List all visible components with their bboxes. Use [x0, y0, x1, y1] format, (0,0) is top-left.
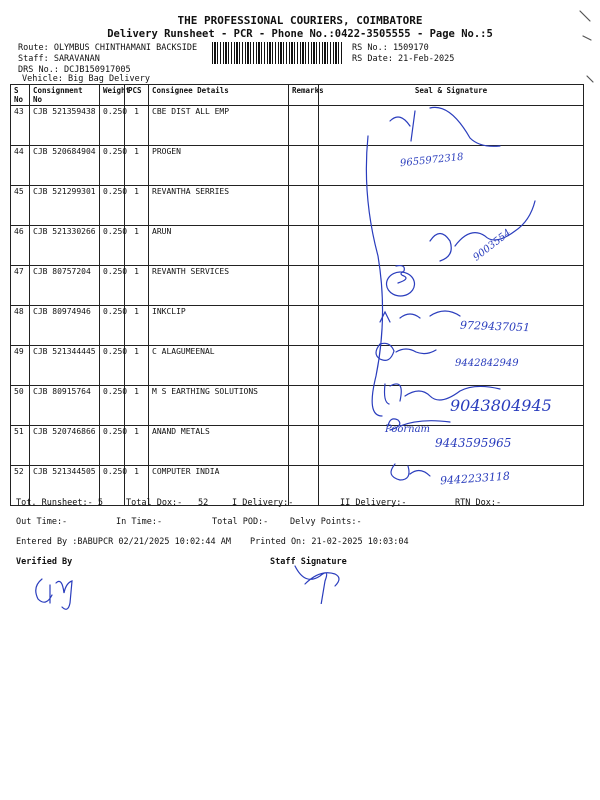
handwritten-phone-row44: 9655972318: [399, 151, 465, 170]
cell-consignment: CJB 80974946: [30, 306, 100, 346]
ii-delivery: II Delivery:-: [340, 498, 407, 508]
cell-sno: 45: [11, 186, 30, 226]
out-time: Out Time:-: [16, 517, 68, 527]
cell-pcs: 1: [125, 266, 149, 306]
cell-remarks: [289, 426, 319, 466]
cell-pcs: 1: [125, 346, 149, 386]
handwritten-phone-row49: 9442842949: [455, 358, 519, 369]
staff-text: Staff: SARAVANAN: [18, 54, 100, 64]
cell-sno: 44: [11, 146, 30, 186]
cell-consignment: CJB 521299301: [30, 186, 100, 226]
cell-sno: 52: [11, 466, 30, 506]
total-dox-value: 52: [198, 498, 209, 508]
cell-sno: 43: [11, 106, 30, 146]
verified-signature-icon: [28, 565, 98, 610]
cell-consignment: CJB 520684904: [30, 146, 100, 186]
col-sno: S No: [11, 85, 30, 106]
cell-pcs: 1: [125, 186, 149, 226]
cell-weight: 0.250: [100, 186, 125, 226]
col-remarks: Remarks: [289, 85, 319, 106]
cell-pcs: 1: [125, 146, 149, 186]
rs-number: RS No.: 1509170: [352, 43, 429, 53]
cell-pcs: 1: [125, 466, 149, 506]
document-subtitle: Delivery Runsheet - PCR - Phone No.:0422-3505555 - Page No.:5: [107, 28, 493, 40]
signature-row52: [391, 464, 430, 480]
cell-details: PROGEN: [149, 146, 289, 186]
handwritten-phone-row50: 9043804945: [450, 396, 552, 415]
col-seal: Seal & Signature: [319, 85, 584, 106]
delvy-points: Delvy Points:-: [290, 517, 362, 527]
cell-sno: 48: [11, 306, 30, 346]
cell-remarks: [289, 346, 319, 386]
total-dox-label: Total Dox:-: [126, 498, 183, 508]
cell-consignment: CJB 520746866: [30, 426, 100, 466]
cell-consignment: CJB 521359438: [30, 106, 100, 146]
cell-details: INKCLIP: [149, 306, 289, 346]
cell-pcs: 1: [125, 386, 149, 426]
document-title: THE PROFESSIONAL COURIERS, COIMBATORE: [177, 14, 423, 27]
col-pcs: PCS: [125, 85, 149, 106]
cell-remarks: [289, 306, 319, 346]
circle-3: [387, 266, 415, 296]
cell-details: M S EARTHING SOLUTIONS: [149, 386, 289, 426]
cell-consignment: CJB 521330266: [30, 226, 100, 266]
cell-remarks: [289, 146, 319, 186]
i-delivery: I Delivery:-: [232, 498, 294, 508]
handwritten-phone-row47: 9003554: [471, 227, 514, 264]
cell-remarks: [289, 186, 319, 226]
cell-details: CBE DIST ALL EMP: [149, 106, 289, 146]
cell-weight: 0.250: [100, 266, 125, 306]
handwritten-name-row51: Poornam: [385, 424, 431, 435]
staff-signature-label: Staff Signature: [270, 557, 347, 567]
handwritten-phone-row52: 9442233118: [439, 469, 511, 488]
cell-consignment: CJB 80757204: [30, 266, 100, 306]
entered-by: Entered By :BABUPCR 02/21/2025 10:02:44 AM: [16, 537, 231, 547]
cell-sno: 50: [11, 386, 30, 426]
cell-details: REVANTHA SERRIES: [149, 186, 289, 226]
cell-remarks: [289, 106, 319, 146]
staff-signature-icon: [285, 556, 355, 604]
drs-number: DRS No.: DCJB150917005: [18, 65, 131, 75]
cell-consignment: CJB 521344445: [30, 346, 100, 386]
col-consignment: Consignment No: [30, 85, 100, 106]
cell-details: REVANTH SERVICES: [149, 266, 289, 306]
cell-weight: 0.250: [100, 306, 125, 346]
col-weight: Weight: [100, 85, 125, 106]
cell-details: C ALAGUMEENAL: [149, 346, 289, 386]
cell-sno: 46: [11, 226, 30, 266]
cell-weight: 0.250: [100, 426, 125, 466]
cell-details: COMPUTER INDIA: [149, 466, 289, 506]
barcode-icon: [212, 42, 344, 64]
rtn-dox: RTN Dox:-: [455, 498, 502, 508]
cell-pcs: 1: [125, 226, 149, 266]
stamp-curve: [366, 136, 382, 416]
tot-runsheet: Tot. Runsheet:- 5: [16, 498, 103, 508]
printed-on: Printed On: 21-02-2025 10:03:04: [250, 537, 409, 547]
cell-sno: 49: [11, 346, 30, 386]
cell-sno: 47: [11, 266, 30, 306]
cell-remarks: [289, 266, 319, 306]
cell-pcs: 1: [125, 306, 149, 346]
cell-sno: 51: [11, 426, 30, 466]
handwritten-phone-row48: 9729437051: [459, 318, 531, 335]
cell-weight: 0.250: [100, 106, 125, 146]
cell-consignment: CJB 80915764: [30, 386, 100, 426]
cell-weight: 0.250: [100, 466, 125, 506]
cell-remarks: [289, 386, 319, 426]
cell-consignment: CJB 521344505: [30, 466, 100, 506]
margin-marks-icon: [575, 6, 597, 96]
signature-row48: [380, 311, 460, 322]
cell-weight: 0.250: [100, 226, 125, 266]
col-details: Consignee Details: [149, 85, 289, 106]
cell-remarks: [289, 226, 319, 266]
cell-details: ARUN: [149, 226, 289, 266]
signature-row49: [376, 343, 436, 360]
cell-weight: 0.250: [100, 346, 125, 386]
total-pod: Total POD:-: [212, 517, 269, 527]
vehicle-text: Vehicle: Big Bag Delivery: [22, 74, 150, 84]
cell-pcs: 1: [125, 106, 149, 146]
cell-details: ANAND METALS: [149, 426, 289, 466]
cell-weight: 0.250: [100, 146, 125, 186]
handwritten-phone-row51: 9443595965: [435, 436, 512, 450]
rs-date: RS Date: 21-Feb-2025: [352, 54, 455, 64]
signature-row43: [390, 107, 500, 146]
cell-pcs: 1: [125, 426, 149, 466]
in-time: In Time:-: [116, 517, 163, 527]
route-text: Route: OLYMBUS CHINTHAMANI BACKSIDE: [18, 43, 198, 53]
cell-weight: 0.250: [100, 386, 125, 426]
verified-by-label: Verified By: [16, 557, 73, 567]
